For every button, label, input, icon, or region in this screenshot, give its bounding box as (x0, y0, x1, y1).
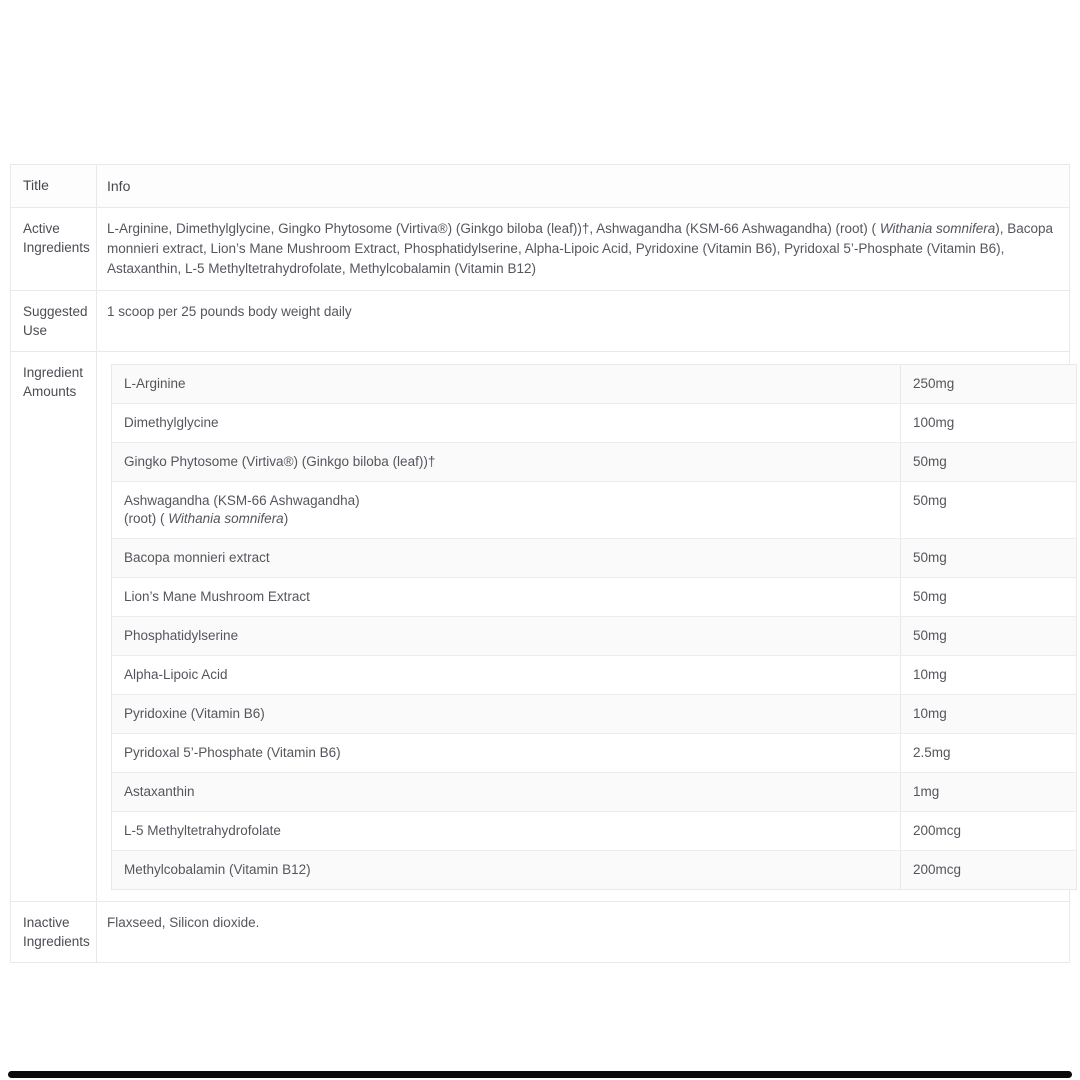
table-row-ingredient-amounts (11, 351, 1069, 901)
ingredient-amount: 10mg (900, 695, 1076, 733)
ingredient-name: L-Arginine (124, 376, 186, 391)
ingredient-amount: 10mg (900, 656, 1076, 694)
table-row-suggested-use (11, 290, 1069, 351)
ingredient-row (112, 733, 1076, 772)
ingredient-amount: 250mg (900, 365, 1076, 403)
table-row-active-ingredients (11, 207, 1069, 290)
ingredient-amount: 200mcg (900, 812, 1076, 850)
ingredient-name: Gingko Phytosome (Virtiva®) (Ginkgo biloba (leaf))† (124, 454, 436, 469)
row-label: Suggested Use (11, 291, 97, 351)
ingredient-amounts-cell (97, 352, 1080, 901)
ingredient-name: Lion’s Mane Mushroom Extract (124, 589, 310, 604)
ingredient-row (112, 365, 1076, 403)
ingredient-row (112, 850, 1076, 889)
ingredient-name: Dimethylglycine (124, 415, 219, 430)
ingredient-row (112, 577, 1076, 616)
ingredient-row (112, 403, 1076, 442)
ingredient-name: Pyridoxal 5’-Phosphate (Vitamin B6) (124, 745, 341, 760)
ingredient-amount: 50mg (900, 539, 1076, 577)
ingredient-amount: 100mg (900, 404, 1076, 442)
ingredient-amounts-table (111, 364, 1077, 890)
ingredient-row (112, 772, 1076, 811)
column-header-info: Info (107, 178, 131, 194)
ingredient-row (112, 811, 1076, 850)
ingredient-row (112, 442, 1076, 481)
ingredient-amount: 200mcg (900, 851, 1076, 889)
table-row-inactive-ingredients (11, 901, 1069, 962)
ingredient-name: Pyridoxine (Vitamin B6) (124, 706, 265, 721)
suggested-use-text: 1 scoop per 25 pounds body weight daily (107, 304, 352, 319)
ingredient-row (112, 538, 1076, 577)
row-label: Active Ingredients (11, 208, 97, 290)
ingredient-row (112, 694, 1076, 733)
ingredient-row (112, 481, 1076, 538)
ingredient-amount: 50mg (900, 617, 1076, 655)
ingredient-name: Astaxanthin (124, 784, 195, 799)
row-label: Ingredient Amounts (11, 352, 97, 901)
ingredient-amount: 1mg (900, 773, 1076, 811)
ingredient-name: Phosphatidylserine (124, 628, 239, 643)
ingredient-name: Alpha-Lipoic Acid (124, 667, 228, 682)
column-header-title: Title (11, 165, 97, 207)
ingredient-amount: 2.5mg (900, 734, 1076, 772)
ingredient-name: L-5 Methyltetrahydrofolate (124, 823, 281, 838)
bottom-black-bar (8, 1071, 1072, 1078)
active-ingredients-text: L-Arginine, Dimethylglycine, Gingko Phytosome (Virtiva®) (Ginkgo biloba (leaf))†, Ashwagandha (KSM-66 Ashwagandha) (root) ( Withania somnifera), Bacopa monnieri extract, Lion’s Mane Mushroom Extract, Phosphatidylserine, Alpha-Lipoic Acid, Pyridoxine (Vitamin B6), Pyridoxal 5’-Phosphate (Vitamin B6), Astaxanthin, L-5 Methyltetrahydrofolate, Methylcobalamin (Vitamin B12) (107, 221, 1054, 276)
ingredient-name: Methylcobalamin (Vitamin B12) (124, 862, 311, 877)
ingredient-row (112, 616, 1076, 655)
table-header-row (11, 165, 1069, 207)
inactive-ingredients-text: Flaxseed, Silicon dioxide. (107, 915, 260, 930)
row-label: Inactive Ingredients (11, 902, 97, 962)
ingredient-name: Ashwagandha (KSM-66 Ashwagandha) (root) ( Withania somnifera) (124, 493, 360, 526)
ingredient-amount: 50mg (900, 578, 1076, 616)
ingredient-row (112, 655, 1076, 694)
ingredient-amount: 50mg (900, 443, 1076, 481)
ingredient-name: Bacopa monnieri extract (124, 550, 270, 565)
supplement-info-table (10, 164, 1070, 963)
ingredient-amount: 50mg (900, 482, 1076, 538)
